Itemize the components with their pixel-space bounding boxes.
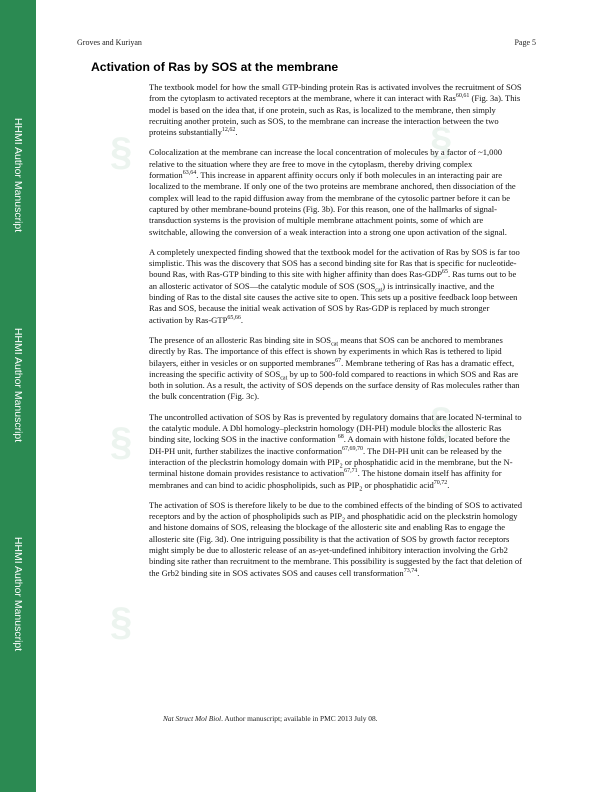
- body-text: [149, 82, 522, 588]
- watermark-mark: §: [110, 420, 133, 464]
- footer-citation: Nat Struct Mol Biol. Author manuscript; available in PMC 2013 July 08.: [163, 714, 378, 723]
- watermark-mark: §: [110, 600, 133, 644]
- running-header-authors: Groves and Kuriyan: [77, 38, 142, 47]
- watermark-mark: §: [430, 120, 453, 164]
- paragraph-3: A completely unexpected finding showed that the textbook model for the activation of Ras by SOS is far too simplistic. This was the discovery that SOS has a second binding site for Ras that is specific for nucleotide-bound Ras, with Ras-GTP binding to this site with higher affinity than does Ras-GDP$^{65}$. Ras turns out to be an allosteric activator of SOS—the catalytic module of SOS $(SOS_{cat})$ is intrinsically inactive, and the binding of Ras to the distal site causes the active site to open. This sets up a positive feedback loop between Ras and SOS, because the initial weak activation of SOS by Ras-GDP is replaced by much stronger activation by Ras-GTP$^{65,66}$.: [149, 246, 520, 325]
- section-heading: Activation of Ras by SOS at the membrane: [91, 60, 339, 74]
- watermark-mark: §: [110, 130, 133, 174]
- paragraph-1: The textbook model for how the small GTP-binding protein Ras is activated involves the recruitment of SOS from the cytoplasm to activated receptors at the membrane, where it can interact with Ras$^{60,61}$ (Fig. 3a). This model is based on the idea that, if one protein, such as Ras, is localized to the membrane, then simply recruiting another protein, such as SOS, to the membrane can increase the interaction between the two proteins substantially$^{12,62}$.: [149, 82, 522, 138]
- paragraph-4: The presence of an allosteric Ras binding site in $SOS_{cat}$ means that SOS can be anchored to membranes directly by Ras. The importance of this effect is shown by experiments in which Ras is tethered to lipid bilayers, either in vesicles or on supported membranes$^{67}$. Membrane tethering of Ras has a dramatic effect, increasing the specific activity of $SOS_{cat}$ by up to 500-fold compared to reactions in which SOS and Ras are both in solution. As a result, the activity of SOS depends on the surface density of Ras molecules rather than the bulk concentration (Fig. 3c).: [149, 334, 520, 402]
- paragraph-5: The uncontrolled activation of SOS by Ras is prevented by regulatory domains that are located N-terminal to the catalytic module. A Dbl homology–pleckstrin homology (DH-PH) module blocks the allosteric Ras binding site, locking SOS in the inactive conformation $^{68}$. A domain with histone folds, located before the DH-PH unit, further stabilizes the inactive conformation$^{67,69,70}$. The DH-PH unit can be released by the interaction of the pleckstrin homology domain with $PIP_2$ or phosphatidic acid in the membrane, but the N-terminal histone domain provides resistance to activation$^{67,71}$. The histone domain itself has affinity for membranes and can bind to acidic phospholipids, such as $PIP_2$ or phosphatidic acid$^{70,72}$.: [149, 411, 522, 493]
- paragraph-6: The activation of SOS is therefore likely to be due to the combined effects of the binding of SOS to activated receptors and by the action of phospholipids such as $PIP_2$ and phosphatidic acid on the pleckstrin homology and histone domains of SOS, releasing the blockage of the allosteric site and enabling Ras to engage the allosteric site (Fig. 3d). One intriguing possibility is that the activation of SOS by growth factor receptors might simply be due to allosteric release of an as-yet-undefined inhibitory interaction involving the Grb2 binding site rather than recruitment to the membrane. This possibility is suggested by the fact that deletion of the Grb2 binding site in SOS activates SOS and causes cell transformation$^{73,74}$.: [149, 499, 522, 578]
- watermark-mark: §: [430, 400, 453, 444]
- journal-name: Nat Struct Mol Biol: [163, 714, 222, 723]
- paragraph-2: Colocalization at the membrane can increase the local concentration of molecules by a factor of ~1,000 relative to the situation where they are free to move in the cytoplasm, thereby driving complex formation$^{63,64}$. This increase in apparent affinity occurs only if both molecules in an interacting pair are localized to the membrane. If only one of the two proteins are membrane anchored, then dissociation of the complex will lead to the rapid diffusion away from the membrane of the cytosolic partner before it can be captured by other membrane-bound proteins (Fig. 3b). For this reason, one of the hallmarks of signal-transduction systems is the provision of multiple membrane attachment points, some of which are switchable, allowing the conversion of a weak interaction into a strong one upon activation of the signal.: [149, 147, 516, 237]
- page-number: Page 5: [514, 38, 536, 47]
